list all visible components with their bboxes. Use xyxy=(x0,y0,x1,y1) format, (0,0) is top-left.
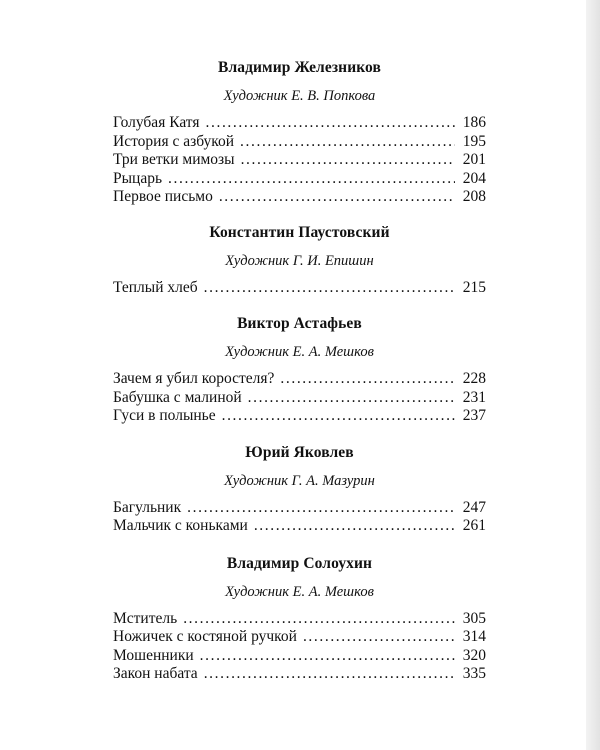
dot-leader xyxy=(204,665,455,684)
toc-entry[interactable] xyxy=(113,389,486,408)
toc-section-astafyev xyxy=(113,314,486,426)
entry-page-number: 335 xyxy=(462,665,486,682)
entry-title: Голубая Катя xyxy=(113,114,200,131)
toc-section-paustovsky xyxy=(113,223,486,298)
illustrator-credit: Художник Г. И. Епишин xyxy=(225,252,374,269)
entry-title: Мошенники xyxy=(113,646,194,664)
dot-leader xyxy=(187,499,455,518)
author-heading: Юрий Яковлев xyxy=(245,443,354,461)
entry-list xyxy=(113,610,486,684)
illustrator-credit: Художник Е. А. Мешков xyxy=(225,583,374,600)
dot-leader xyxy=(280,370,455,389)
dot-leader xyxy=(222,407,455,426)
author-heading: Виктор Астафьев xyxy=(237,315,362,332)
toc-section-soloukhin xyxy=(113,554,486,684)
dot-leader xyxy=(303,628,455,647)
entry-title: История с азбукой xyxy=(113,132,235,150)
entry-page-number: 261 xyxy=(462,517,486,534)
page-edge-shadow xyxy=(586,0,600,750)
entry-title: Три ветки мимозы xyxy=(113,151,235,168)
entry-title: Гуси в полынье xyxy=(113,407,216,424)
toc-entry[interactable] xyxy=(113,151,486,170)
toc-section-yakovlev xyxy=(113,443,486,536)
entry-title: Мститель xyxy=(113,609,178,627)
dot-leader xyxy=(183,610,455,629)
entry-page-number: 247 xyxy=(462,498,486,516)
illustrator-credit: Художник Е. В. Попкова xyxy=(223,88,376,104)
entry-page-number: 228 xyxy=(462,370,486,387)
entry-list xyxy=(113,499,486,536)
entry-title: Закон набата xyxy=(113,665,198,682)
toc-section-zheleznikov xyxy=(113,58,486,207)
dot-leader xyxy=(200,647,455,666)
toc-entry[interactable] xyxy=(113,407,486,426)
entry-page-number: 208 xyxy=(462,188,486,205)
entry-page-number: 204 xyxy=(462,169,486,187)
toc-entry[interactable] xyxy=(113,647,486,666)
entry-page-number: 237 xyxy=(462,407,486,424)
dot-leader xyxy=(241,151,455,170)
dot-leader xyxy=(168,170,455,189)
toc-entry[interactable] xyxy=(113,665,486,684)
entry-page-number: 201 xyxy=(462,151,486,168)
author-heading: Константин Паустовский xyxy=(209,223,390,241)
entry-list xyxy=(113,114,486,207)
illustrator-credit: Художник Е. А. Мешков xyxy=(225,344,374,360)
entry-page-number: 231 xyxy=(462,388,486,406)
author-heading: Владимир Железников xyxy=(218,59,381,76)
entry-title: Первое письмо xyxy=(113,188,213,205)
entry-title: Багульник xyxy=(113,498,182,516)
entry-page-number: 186 xyxy=(462,114,486,131)
entry-title: Рыцарь xyxy=(113,169,163,187)
entry-page-number: 195 xyxy=(462,132,486,150)
entry-title: Мальчик с коньками xyxy=(113,517,248,534)
toc-entry[interactable] xyxy=(113,114,486,133)
author-heading: Владимир Солоухин xyxy=(226,554,373,572)
entry-list xyxy=(113,279,486,298)
entry-list xyxy=(113,370,486,426)
dot-leader xyxy=(219,188,455,207)
toc-entry[interactable] xyxy=(113,517,486,536)
toc-entry[interactable] xyxy=(113,279,486,298)
toc-entry[interactable] xyxy=(113,628,486,647)
dot-leader xyxy=(206,114,455,133)
dot-leader xyxy=(204,279,455,298)
entry-page-number: 314 xyxy=(462,628,486,645)
toc-entry[interactable] xyxy=(113,188,486,207)
toc-entry[interactable] xyxy=(113,370,486,389)
entry-title: Теплый хлеб xyxy=(113,278,198,296)
dot-leader xyxy=(240,133,455,152)
dot-leader xyxy=(248,389,455,408)
entry-page-number: 215 xyxy=(462,278,486,296)
entry-page-number: 320 xyxy=(462,646,486,664)
entry-title: Ножичек с костяной ручкой xyxy=(113,628,297,645)
entry-title: Бабушка с малиной xyxy=(113,388,242,406)
toc-entry[interactable] xyxy=(113,170,486,189)
table-of-contents xyxy=(113,58,486,684)
dot-leader xyxy=(254,517,455,536)
illustrator-credit: Художник Г. А. Мазурин xyxy=(224,472,375,489)
entry-page-number: 305 xyxy=(462,609,486,627)
toc-entry[interactable] xyxy=(113,133,486,152)
toc-entry[interactable] xyxy=(113,610,486,629)
entry-title: Зачем я убил коростеля? xyxy=(113,370,275,387)
toc-entry[interactable] xyxy=(113,499,486,518)
